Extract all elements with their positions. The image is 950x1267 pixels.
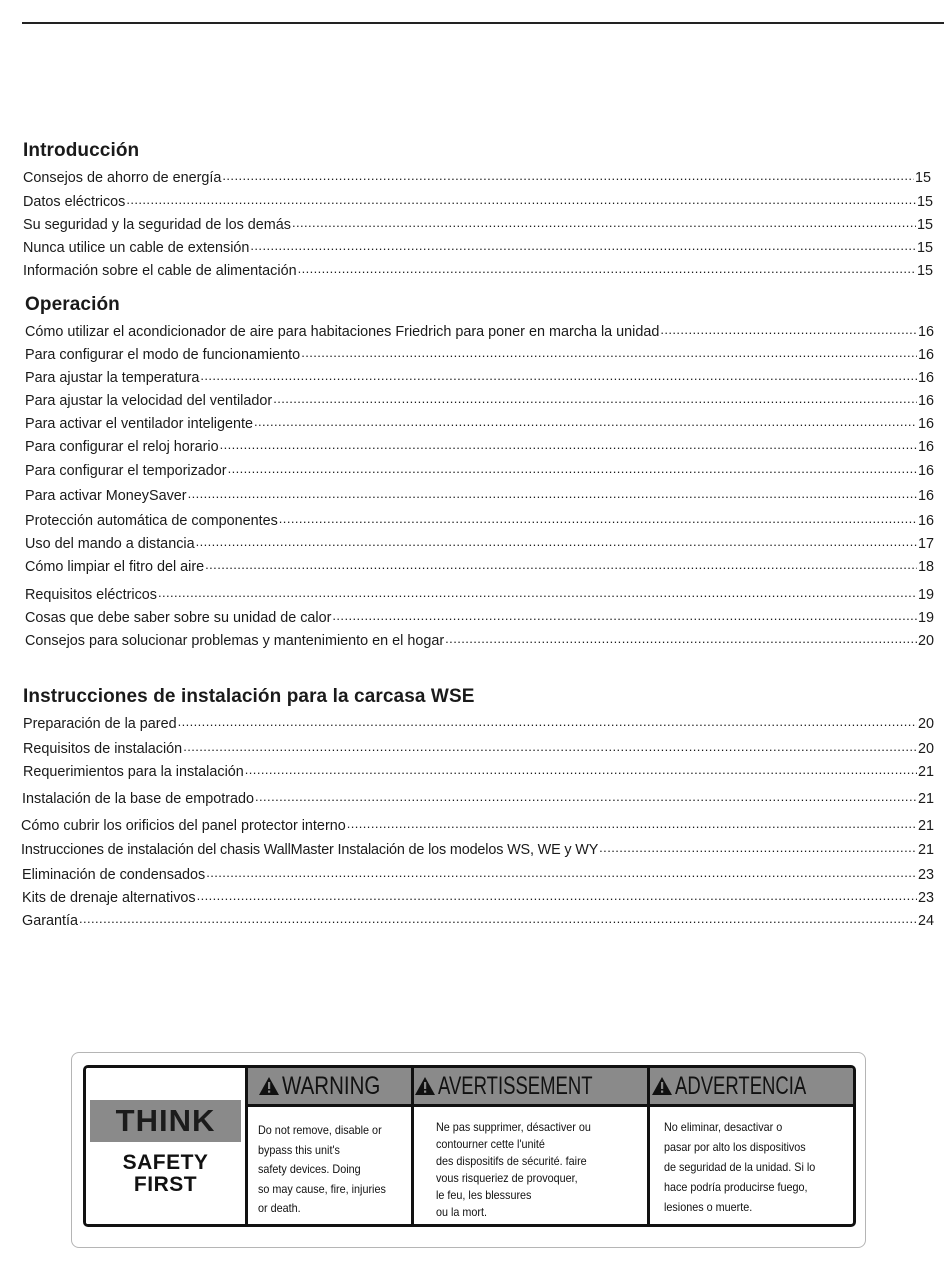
toc-entry[interactable] — [22, 888, 934, 908]
toc-entry[interactable] — [21, 816, 934, 836]
safety-first-text — [86, 1152, 245, 1196]
warning-line: hace podría producirse fuego, — [664, 1180, 808, 1194]
toc-entry-label: Información sobre el cable de alimentación — [23, 263, 297, 280]
toc-entry-label: Su seguridad y la seguridad de los demás — [23, 217, 291, 234]
toc-entry-page: 21 — [917, 818, 934, 835]
toc-entry[interactable] — [25, 461, 934, 481]
toc-entry[interactable] — [25, 368, 934, 388]
toc-entry-page: 21 — [917, 842, 934, 859]
section-heading-introduccion: Introducción — [23, 140, 140, 161]
toc-entry[interactable] — [23, 168, 931, 188]
toc-entry-label: Para activar MoneySaver — [25, 488, 187, 505]
warning-line: ou la mort. — [436, 1205, 488, 1219]
toc-entry-label: Para configurar el temporizador — [25, 463, 227, 480]
toc-entry[interactable] — [25, 557, 934, 577]
toc-entry-label: Requerimientos para la instalación — [23, 764, 244, 781]
toc-entry-label: Instalación de la base de empotrado — [22, 791, 255, 808]
toc-entry-label: Consejos para solucionar problemas y mantenimiento en el hogar — [25, 633, 445, 650]
warning-header — [414, 1068, 647, 1107]
toc-entry-label: Uso del mando a distancia — [25, 536, 195, 553]
warning-header-text: AVERTISSEMENT — [438, 1071, 593, 1100]
toc-entry-page: 19 — [917, 587, 934, 604]
toc-entry-page: 15 — [914, 170, 931, 187]
dot-leader — [273, 391, 917, 405]
toc-entry[interactable] — [23, 739, 934, 759]
toc-entry[interactable] — [25, 437, 934, 457]
toc-entry-label: Para configurar el reloj horario — [25, 439, 219, 456]
warning-header — [248, 1068, 411, 1107]
toc-entry[interactable] — [25, 486, 934, 506]
warning-triangle-icon — [258, 1076, 280, 1096]
dot-leader — [220, 437, 917, 451]
toc-entry-page: 16 — [917, 324, 934, 341]
warning-body — [650, 1107, 853, 1217]
toc-entry-page: 16 — [917, 416, 934, 433]
toc-entry[interactable] — [23, 192, 933, 212]
dot-leader — [245, 762, 917, 776]
dot-leader — [250, 238, 916, 252]
toc-entry[interactable] — [25, 585, 934, 605]
warning-column-es — [650, 1068, 853, 1224]
toc-entry-label: Para ajustar la velocidad del ventilador — [25, 393, 273, 410]
dot-leader — [178, 714, 917, 728]
safety-first-line: FIRST — [133, 1173, 198, 1196]
dot-leader — [183, 739, 917, 753]
section-heading-operacion: Operación — [25, 294, 120, 315]
toc-entry-page: 15 — [916, 217, 933, 234]
warning-line: des dispositifs de sécurité. faire — [436, 1154, 587, 1168]
toc-entry-label: Cómo limpiar el fitro del aire — [25, 559, 205, 576]
dot-leader — [254, 414, 917, 428]
dot-leader — [206, 865, 917, 879]
toc-entry[interactable] — [25, 608, 934, 628]
toc-entry-label: Garantía — [22, 913, 78, 930]
dot-leader — [292, 215, 916, 229]
think-safety-first-panel — [86, 1068, 248, 1224]
toc-entry-page: 15 — [916, 263, 933, 280]
toc-entry[interactable] — [25, 534, 934, 554]
safety-first-line: SAFETY — [122, 1151, 209, 1174]
toc-entry[interactable] — [23, 261, 933, 281]
toc-entry[interactable] — [25, 345, 934, 365]
warning-line: bypass this unit's — [258, 1142, 340, 1157]
dot-leader — [197, 888, 917, 902]
toc-entry-page: 17 — [917, 536, 934, 553]
toc-entry[interactable] — [23, 238, 933, 258]
warning-line: safety devices. Doing — [258, 1162, 361, 1176]
warning-line: lesiones o muerte. — [664, 1200, 753, 1214]
dot-leader — [205, 557, 917, 571]
toc-entry[interactable] — [25, 511, 934, 531]
toc-entry-page: 16 — [917, 488, 934, 505]
warning-body — [414, 1107, 647, 1221]
toc-entry-label: Cómo cubrir los orificios del panel protector interno — [21, 818, 346, 835]
toc-entry-label: Requisitos eléctricos — [25, 587, 157, 604]
warning-body — [248, 1107, 411, 1219]
toc-entry[interactable] — [22, 911, 934, 931]
safety-label — [83, 1065, 856, 1227]
toc-entry-label: Consejos de ahorro de energía — [23, 170, 222, 187]
dot-leader — [196, 534, 917, 548]
toc-entry-page: 20 — [917, 741, 934, 758]
warning-line: le feu, les blessures — [436, 1188, 532, 1202]
toc-entry-page: 21 — [917, 764, 934, 781]
dot-leader — [126, 192, 916, 206]
toc-entry-label: Cómo utilizar el acondicionador de aire para habitaciones Friedrich para poner en marcha la unidad — [25, 324, 660, 341]
toc-entry-label: Para ajustar la temperatura — [25, 370, 200, 387]
warning-line: Ne pas supprimer, désactiver ou — [436, 1120, 592, 1134]
warning-header-text: ADVERTENCIA — [674, 1071, 807, 1100]
warning-header — [650, 1068, 853, 1107]
toc-entry[interactable] — [23, 215, 933, 235]
toc-entry-label: Preparación de la pared — [23, 716, 177, 733]
toc-entry-page: 19 — [917, 610, 934, 627]
toc-entry-page: 21 — [917, 791, 934, 808]
toc-entry-page: 20 — [917, 716, 934, 733]
warning-triangle-icon — [651, 1076, 673, 1096]
toc-entry-page: 18 — [917, 559, 934, 576]
toc-entry-page: 16 — [917, 347, 934, 364]
think-text: THINK — [90, 1100, 241, 1142]
toc-entry-label: Protección automática de componentes — [25, 513, 278, 530]
toc-entry[interactable] — [25, 391, 934, 411]
toc-entry-label: Para configurar el modo de funcionamiento — [25, 347, 301, 364]
toc-entry[interactable] — [22, 789, 934, 809]
toc-entry-label: Cosas que debe saber sobre su unidad de calor — [25, 610, 332, 627]
dot-leader — [332, 608, 917, 622]
toc-entry-page: 16 — [917, 439, 934, 456]
dot-leader — [228, 461, 917, 475]
toc-entry[interactable] — [23, 762, 934, 782]
warning-line: pasar por alto los dispositivos — [664, 1140, 806, 1154]
toc-entry-page: 16 — [917, 393, 934, 410]
toc-entry[interactable] — [25, 631, 934, 651]
toc-entry-label: Requisitos de instalación — [23, 741, 183, 758]
warning-line: contourner cette l'unité — [436, 1137, 546, 1151]
dot-leader — [158, 585, 917, 599]
toc-entry-label: Kits de drenaje alternativos — [22, 890, 196, 907]
toc-entry-label: Eliminación de condensados — [22, 867, 206, 884]
toc-entry[interactable] — [25, 414, 934, 434]
toc-entry-label: Datos eléctricos — [23, 194, 126, 211]
dot-leader — [279, 511, 917, 525]
warning-column-en — [248, 1068, 414, 1224]
toc-entry-label: Para activar el ventilador inteligente — [25, 416, 253, 433]
section-heading-instalacion: Instrucciones de instalación para la carcasa WSE — [23, 686, 475, 707]
warning-line: No eliminar, desactivar o — [664, 1120, 783, 1134]
dot-leader — [445, 631, 917, 645]
toc-entry-page: 15 — [916, 194, 933, 211]
warning-line: Do not remove, disable or — [258, 1123, 382, 1137]
dot-leader — [200, 368, 917, 382]
dot-leader — [660, 322, 917, 336]
warning-line: or death. — [258, 1201, 301, 1215]
toc-entry-page: 23 — [917, 890, 934, 907]
top-rule — [22, 22, 944, 24]
toc-entry-page: 23 — [917, 867, 934, 884]
toc-entry-page: 16 — [917, 370, 934, 387]
dot-leader — [222, 168, 914, 182]
dot-leader — [79, 911, 917, 925]
dot-leader — [301, 345, 917, 359]
warning-header-text: WARNING — [281, 1071, 380, 1100]
toc-entry-label: Nunca utilice un cable de extensión — [23, 240, 250, 257]
toc-entry-label: Instrucciones de instalación del chasis WallMaster Instalación de los modelos WS, WE y WY — [21, 842, 599, 859]
warning-column-fr — [414, 1068, 650, 1224]
warning-triangle-icon — [414, 1076, 436, 1096]
warning-line: vous risqueriez de provoquer, — [436, 1171, 578, 1185]
dot-leader — [298, 261, 916, 275]
dot-leader — [188, 486, 917, 500]
toc-entry-page: 24 — [917, 913, 934, 930]
toc-entry[interactable] — [21, 840, 934, 860]
dot-leader — [255, 789, 917, 803]
dot-leader — [599, 840, 917, 854]
toc-entry-page: 16 — [917, 463, 934, 480]
toc-entry[interactable] — [25, 322, 934, 342]
warning-line: so may cause, fire, injuries — [258, 1181, 386, 1196]
toc-entry-page: 20 — [917, 633, 934, 650]
toc-entry-page: 15 — [916, 240, 933, 257]
toc-entry[interactable] — [22, 865, 934, 885]
dot-leader — [347, 816, 917, 830]
toc-entry[interactable] — [23, 714, 934, 734]
toc-entry-page: 16 — [917, 513, 934, 530]
warning-line: de seguridad de la unidad. Si lo — [664, 1160, 816, 1174]
